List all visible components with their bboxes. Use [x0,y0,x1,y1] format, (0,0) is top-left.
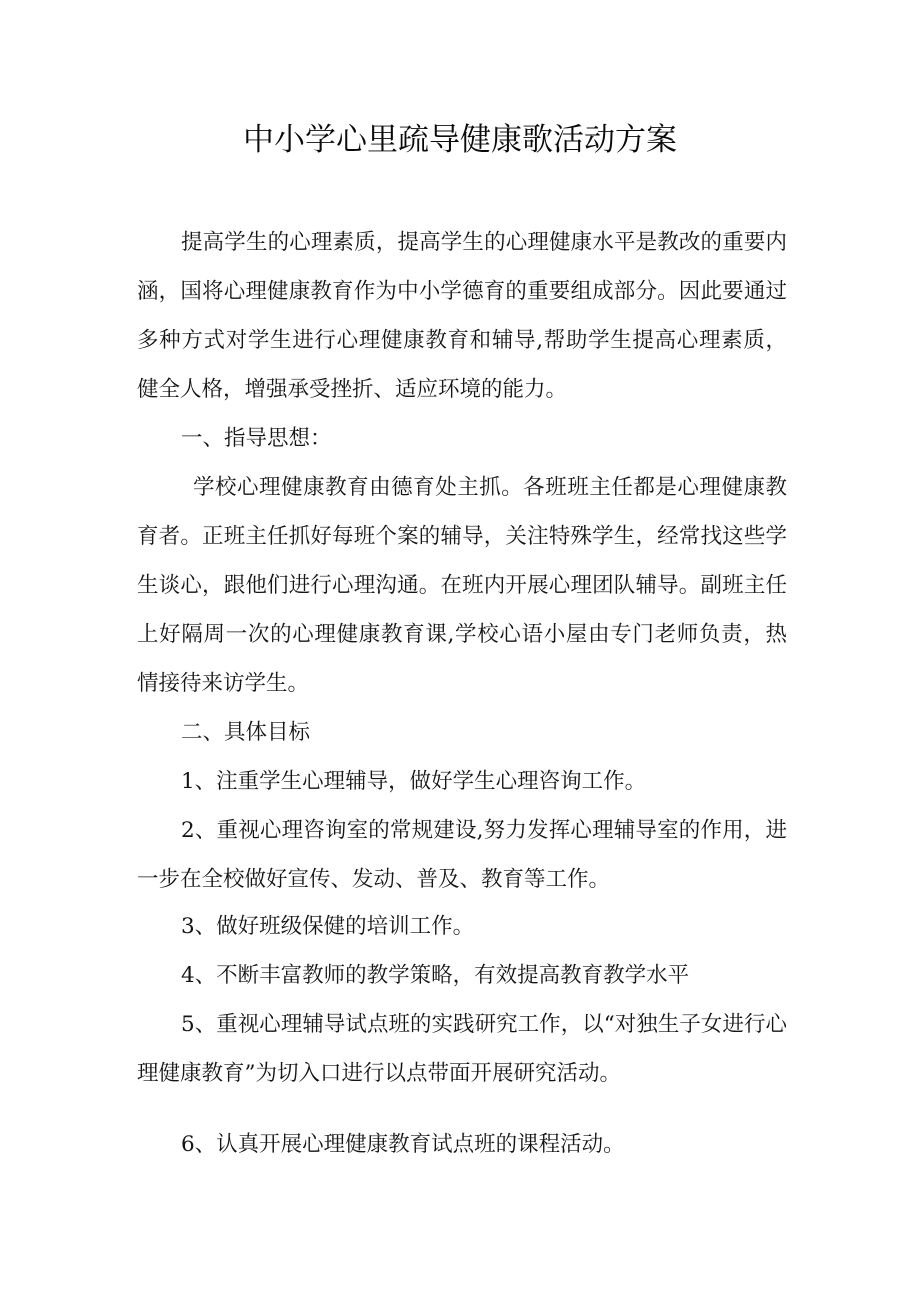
goal-item-4: 4、不断丰富教师的教学策略，有效提高教育教学水平 [181,963,690,988]
section-heading-specific-goals: 二、具体目标 [181,720,311,745]
goal-item-5: 5、重视心理辅导试点班的实践研究工作，以“对独生子女进行心理健康教育”为切入口进行以点带面开展研究活动。 [137,1012,787,1086]
section-heading-guiding-thought: 一、指导思想： [181,426,332,451]
paragraph-intro: 提高学生的心理素质，提高学生的心理健康水平是教改的重要内涵，国将心理健康教育作为中小学德育的重要组成部分。因此要通过多种方式对学生进行心理健康教育和辅导,帮助学生提高心理素质，健全人格，增强承受挫折、适应环境的能力。 [137,230,787,402]
goal-item-6: 6、认真开展心理健康教育试点班的课程活动。 [181,1132,625,1157]
goal-item-3: 3、做好班级保健的培训工作。 [181,914,475,939]
goal-item-1: 1、注重学生心理辅导，做好学生心理咨询工作。 [181,769,647,794]
goal-item-2: 2、重视心理咨询室的常规建设,努力发挥心理辅导室的作用，进一步在全校做好宣传、发动、普及、教育等工作。 [137,818,787,892]
document-title: 中小学心里疏导健康歌活动方案 [243,122,677,158]
paragraph-guiding-thought: 学校心理健康教育由德育处主抓。各班班主任都是心理健康教育者。正班主任抓好每班个案的辅导，关注特殊学生，经常找这些学生谈心，跟他们进行心理沟通。在班内开展心理团队辅导。副班主任上好隔周一次的心理健康教育课,学校心语小屋由专门老师负责，热情接待来访学生。 [137,475,787,696]
